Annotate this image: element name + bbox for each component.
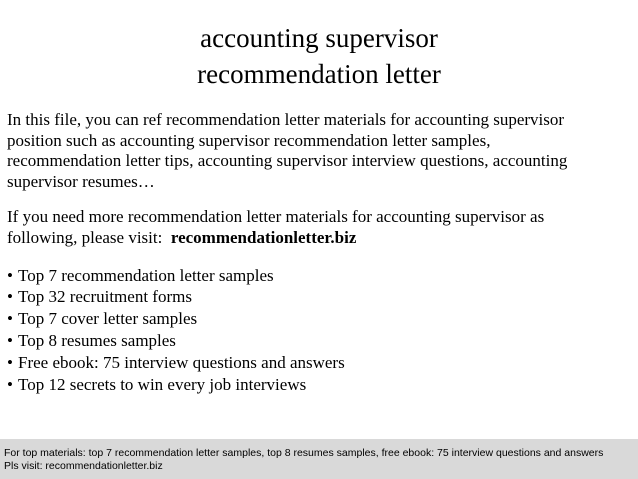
intro-paragraph [7, 110, 632, 192]
intro-line: recommendation letter tips, accounting supervisor interview questions, accounting [7, 151, 568, 170]
more-prefix: following, please visit: [7, 227, 171, 247]
list-item [7, 287, 345, 308]
more-paragraph [7, 207, 632, 248]
list-item-label: Top 32 recruitment forms [18, 286, 192, 306]
footer-line: Pls visit: recommendationletter.biz [4, 460, 163, 472]
intro-line: In this file, you can ref recommendation letter materials for accounting supervisor [7, 110, 565, 129]
more-line [7, 228, 632, 249]
website-link[interactable]: recommendationletter.biz [170, 227, 357, 247]
bullet-icon: • [7, 330, 13, 350]
resource-list [7, 266, 345, 395]
intro-line: position such as accounting supervisor recommendation letter samples, [7, 130, 491, 150]
list-item [7, 266, 345, 287]
intro-line: supervisor resumes… [7, 171, 155, 191]
bullet-icon: • [7, 308, 13, 328]
bullet-icon: • [7, 374, 13, 394]
footer-line: For top materials: top 7 recommendation letter samples, top 8 resumes samples, free ebook: 75 interview questions and answers [4, 447, 604, 459]
page-subtitle: recommendation letter [197, 59, 441, 89]
list-item [7, 375, 345, 396]
list-item-label: Top 12 secrets to win every job interviews [18, 374, 307, 394]
list-item-label: Top 7 cover letter samples [18, 308, 198, 328]
list-item [7, 331, 345, 352]
list-item [7, 353, 345, 374]
page-title: accounting supervisor [200, 23, 438, 53]
bullet-icon: • [7, 352, 13, 372]
list-item [7, 309, 345, 330]
footer-bar [0, 439, 638, 479]
list-item-label: Top 7 recommendation letter samples [18, 266, 274, 285]
list-item-label: Top 8 resumes samples [18, 330, 176, 350]
bullet-icon: • [7, 266, 13, 285]
bullet-icon: • [7, 286, 13, 306]
more-line: If you need more recommendation letter materials for accounting supervisor as [7, 207, 545, 226]
list-item-label: Free ebook: 75 interview questions and answers [18, 352, 345, 372]
